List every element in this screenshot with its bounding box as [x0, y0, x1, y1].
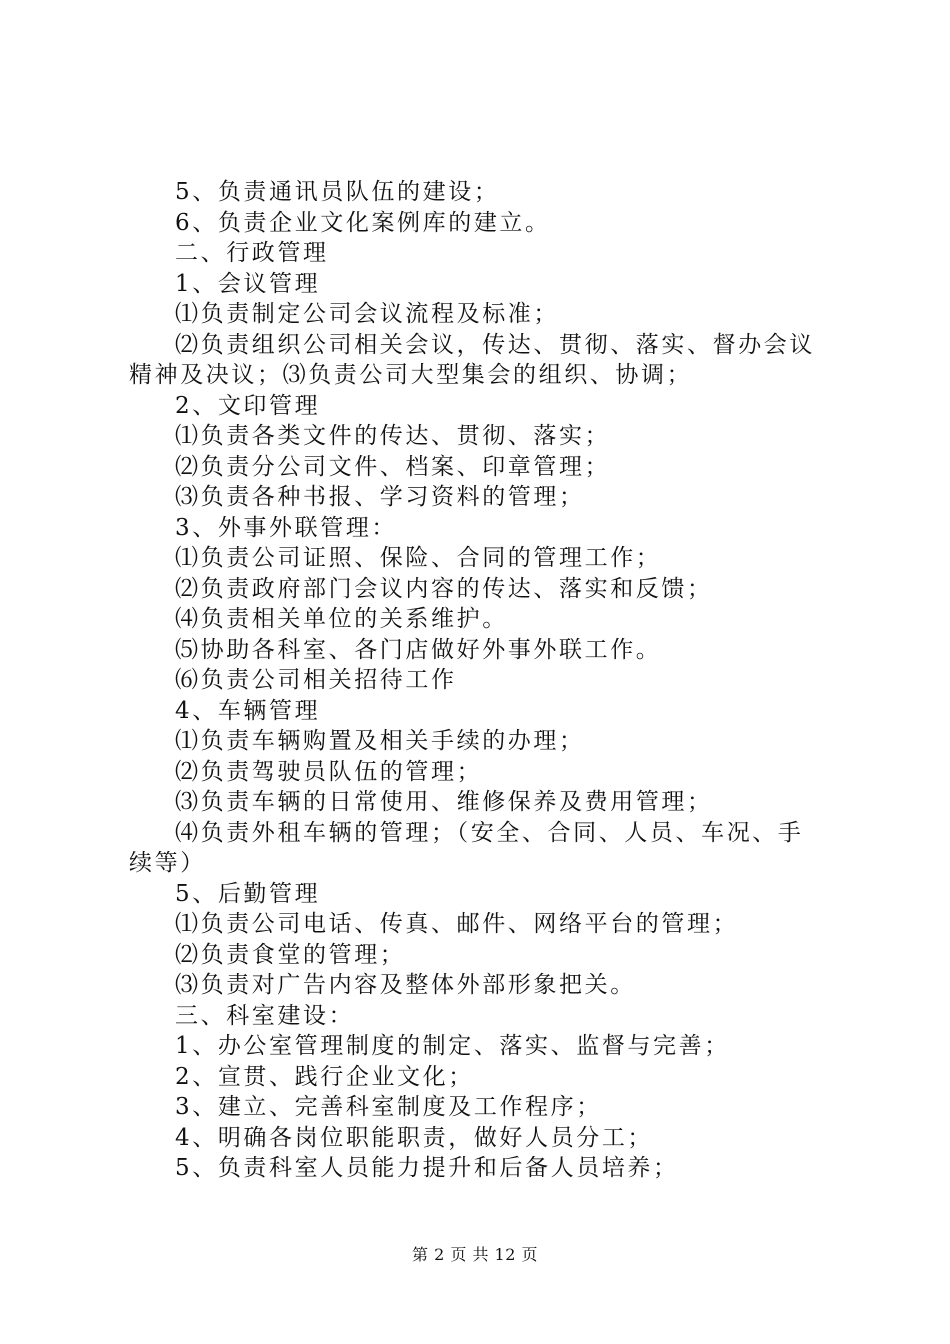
text-line: ⑷负责相关单位的关系维护。	[175, 606, 508, 632]
text-line: 5、负责科室人员能力提升和后备人员培养；	[175, 1155, 679, 1181]
text-line: ⑷负责外租车辆的管理；（安全、合同、人员、车况、手	[175, 819, 804, 846]
text-line: 2、宣贯、践行企业文化；	[175, 1063, 474, 1090]
text-line: 二、行政管理	[175, 240, 329, 266]
text-line: ⑵负责政府部门会议内容的传达、落实和反馈；	[175, 575, 713, 602]
text-line: ⑴负责车辆购置及相关手续的办理；	[175, 728, 585, 754]
text-line: ⑵负责食堂的管理；	[175, 941, 406, 968]
text-line: ⑶负责各种书报、学习资料的管理；	[175, 484, 585, 510]
text-line: ⑴负责公司证照、保险、合同的管理工作；	[175, 545, 662, 571]
text-line: ⑵负责组织公司相关会议，传达、贯彻、落实、督办会议	[175, 331, 815, 358]
text-line: 1、会议管理	[175, 270, 321, 297]
text-line: 3、建立、完善科室制度及工作程序；	[175, 1094, 602, 1120]
text-line: 4、明确各岗位职能职责，做好人员分工；	[175, 1124, 654, 1151]
text-line: 3、外事外联管理：	[175, 514, 398, 541]
text-line: 5、负责通讯员队伍的建设；	[175, 179, 500, 205]
document-body	[129, 177, 834, 1184]
text-line: ⑵负责驾驶员队伍的管理；	[175, 758, 483, 785]
text-line: 4、车辆管理	[175, 697, 321, 724]
text-line: ⑹负责公司相关招待工作	[175, 667, 457, 693]
text-line: 续等）	[129, 850, 206, 876]
text-line: ⑴负责各类文件的传达、贯彻、落实；	[175, 423, 611, 449]
text-line: ⑴负责制定公司会议流程及标准；	[175, 301, 559, 327]
text-line: ⑶负责车辆的日常使用、维修保养及费用管理；	[175, 789, 713, 815]
text-line: ⑴负责公司电话、传真、邮件、网络平台的管理；	[175, 911, 739, 937]
text-line: ⑶负责对广告内容及整体外部形象把关。	[175, 972, 636, 998]
text-line: ⑵负责分公司文件、档案、印章管理；	[175, 453, 611, 480]
text-line: 1、办公室管理制度的制定、落实、监督与完善；	[175, 1033, 730, 1059]
page-footer: 第 2 页 共 12 页	[412, 1245, 538, 1264]
text-line: ⑸协助各科室、各门店做好外事外联工作。	[175, 636, 662, 663]
text-line: 精神及决议；⑶负责公司大型集会的组织、协调；	[129, 362, 693, 388]
text-line: 5、后勤管理	[175, 880, 321, 907]
text-line: 三、科室建设：	[175, 1002, 355, 1029]
text-line: 2、文印管理	[175, 392, 321, 419]
text-line: 6、负责企业文化案例库的建立。	[175, 209, 551, 236]
